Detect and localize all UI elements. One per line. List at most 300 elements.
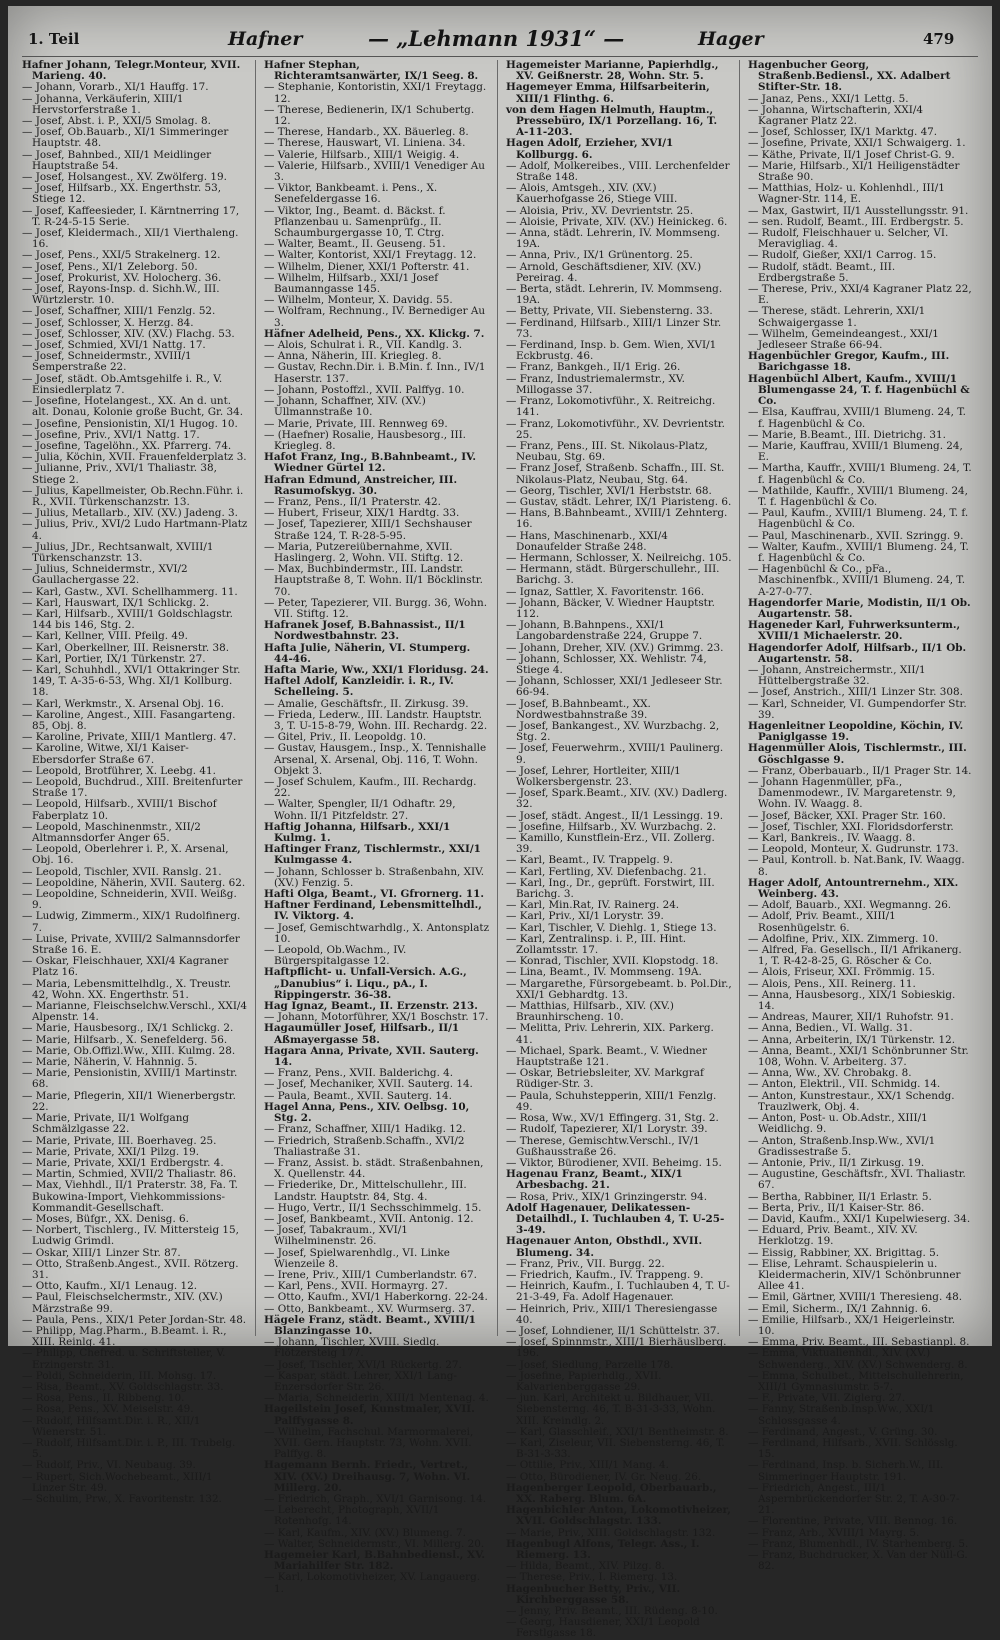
directory-entry: — Florentine, Private, VIII. Bennog. 16. [748,1515,958,1528]
directory-entry: — Kaspar, städt. Lehrer, XXI/1 Lang-Enzersdorfer Str. 26. [264,1369,457,1393]
section-label: 1. Teil [28,30,80,48]
directory-entry: — Josef, Feuerwehrm., XVIII/1 Paulinerg. 9. [506,742,724,766]
directory-entry: — Josef, Prokurist, XV. Holocherg. 36. [22,271,222,284]
directory-entry: — Anna, Näherin, III. Kriegleg. 8. [264,350,442,363]
directory-entry: — Karl, Fertling, XV. Diefenbachg. 21. [506,865,707,878]
directory-entry: — Hermann, Schlosser, X. Neilreichg. 105. [506,551,732,564]
directory-entry: — Emma, Viktualienhdl., XIV. (XV.) Schwenderg., XIV. (XV.) Schwenderg. 8. [748,1347,968,1371]
directory-entry: — Philipp, Mag.Pharm., B.Beamt. i. R., XIII. Reinlg. 41. [22,1324,227,1349]
directory-entry: — Leopoldine, Schneiderin, XVII. Weißg. 9. [22,888,237,912]
directory-entry: — Martin, Schmied, XVII/2 Thaliastr. 86. [22,1168,237,1181]
directory-entry: Hag Ignaz, Beamt., II. Erzenstr. 213. [264,1000,478,1013]
column-divider [739,60,740,1336]
directory-entry: — Josef, B.Bahnbeamt., XX. Nordwestbahnstraße 39. [506,697,651,721]
directory-entry: Hagara Anna, Private, XVII. Sauterg. 14. [264,1044,479,1069]
directory-entry: — Poldi, Schneiderin, III. Mohsg. 17. [22,1369,217,1382]
directory-entry: — Gustav, städt. Lehrer, IX/1 Piaristeng. 6. [506,495,732,508]
directory-entry: — Martha, Kauffr., XVIII/1 Blumeng. 24, T. f. Hagenbüchl & Co. [748,462,972,486]
directory-entry: Hafner Stephan, Richteramtsanwärter, IX/1 Seeg. 8. [264,59,479,83]
directory-entry: — Wilhelm, Fachschul. Marmormalerei, XVII. Gern. Hauptstr. 73, Wohn. XVII. Palffyg. 8. [264,1425,474,1461]
directory-entry: — Betty, Private, VII. Siebensterng. 33. [506,305,713,318]
directory-entry: — Alfred, Fa. Gesellsch., II/1 Afrikanerg. 1, T. R-42-8-25, G. Röscher & Co. [748,944,962,968]
directory-entry: — Walter, Schneidermstr., VI. Millerg. 20. [264,1537,485,1550]
directory-entry: — Rudolf, Fleischhauer u. Selcher, VI. Meravigliag. 4. [748,227,949,251]
directory-entry: — Franz, Pens., II/1 Praterstr. 42. [264,495,441,508]
directory-entry: — Risa, Beamt., XV. Goldschlagstr. 33. [22,1380,224,1393]
directory-entry: — Gustav, Rechn.Dir. i. B.Min. f. Inn., IV/1 Haserstr. 137. [264,361,486,385]
directory-entry: — Marie, Private, XXI/1 Pilzg. 19. [22,1145,200,1158]
directory-entry: — Anna, Hausbesorg., XIX/1 Sobieskig. 14. [748,988,956,1013]
directory-entry: — Franz, Arb., XVIII/1 Mayrg. 5. [748,1526,920,1539]
directory-entry: Hagemann Bernh. Friedr., Vertret., XIV. (XV.) Dreihausg. 7, Wohn. VI. Millerg. 20. [264,1459,471,1494]
directory-entry: — Leopold, Ob.Wachm., IV. Bürgerspitalgasse 12. [264,944,407,968]
directory-entry: Hager Adolf, Antountrernehm., XIX. Weinberg. 43. [748,876,959,901]
directory-entry: — Karl, Tischler, V. Diehlg. 1, Stiege 13. [506,921,717,934]
directory-entry: — Josefine, Tagelöhn., XX. Pfarrerg. 74. [22,439,232,452]
directory-entry: — Josef, Holsangest., XV. Zwölferg. 19. [22,171,227,184]
directory-entry: — Marie, Pensionistin, XVIII/1 Martinstr. 68. [22,1067,238,1091]
directory-entry: Hafti Olga, Beamt., VI. Gfrornerg. 11. [264,888,484,901]
directory-entry: — Therese, städt. Lehrerin, XXI/1 Schwaigergasse 1. [748,305,926,329]
directory-entry: — Franz, Priv., VII. Burgg. 22. [506,1257,665,1270]
directory-entry: — Marie, Hilfsarb., X. Senefelderg. 56. [22,1033,228,1046]
directory-entry: Hafot Franz, Ing., B.Bahnbeamt., IV. Wiedner Gürtel 12. [264,451,476,475]
directory-entry: Hagemeister Marianne, Papierhdlg., XV. Geißnerstr. 28, Wohn. Str. 5. [506,59,719,83]
directory-entry: Häfner Adelheid, Pens., XX. Klickg. 7. [264,327,485,340]
directory-entry: — Josefine, Hotelangest., XX. An d. unt. alt. Donau, Kolonie große Bucht, Gr. 34. [22,395,243,419]
directory-entry: — Johann, Schaffner, XIV. (XV.) Ullmannstraße 10. [264,395,426,419]
directory-entry: — Karoline, Angest., XIII. Fasangarteng. 85, Obj. 8. [22,708,236,732]
directory-entry: Hafran Edmund, Anstreicher, III. Rasumofskyg. 30. [264,473,458,497]
directory-entry: — Josef, Schneidermstr., XVIII/1 Semperstraße 22. [22,350,192,374]
directory-entry: — Hans, Maschinenarb., XXI/4 Donaufelder Straße 248. [506,529,668,553]
directory-entry: — Marianne, Fleischselchw.Verschl., XXI/4 Alpenstr. 14. [22,1000,248,1024]
directory-entry: — Frieda, Lederw., III. Landstr. Hauptstr. 3, T. U-15-8-79, Wohn. III. Rechardg. 22. [264,708,488,732]
directory-entry: — Johann, B.Bahnpens., XXI/1 Langobardenstraße 224, Gruppe 7. [506,619,703,643]
directory-entry: — Wilhelm, Gemeindeangest., XXI/1 Jedleseer Straße 66-94. [748,327,939,352]
directory-entry: — Therese, Handarb., XX. Bäuerleg. 8. [264,126,469,139]
directory-entry: — Karoline, Private, XIII/1 Mantlerg. 47. [22,731,237,744]
directory-entry: — Franz, Schaffner, XIII/1 Hadikg. 12. [264,1123,466,1136]
directory-entry: Haftel Adolf, Kanzleidir. i. R., IV. Schelleing. 5. [264,675,454,699]
directory-entry: — Julius, Schneidermstr., XVI/2 Gaullachergasse 22. [22,563,188,587]
directory-entry: — Josef, Pens., XI/1 Zeleborg. 50. [22,260,198,273]
directory-entry: — Eissig, Rabbiner, XX. Brigittag. 5. [748,1246,940,1259]
directory-entry: — Josef, Anstrich., XIII/1 Linzer Str. 308. [748,686,963,699]
directory-entry: — Adolfine, Priv., XIX. Zimmerg. 10. [748,932,939,945]
directory-entry: — Karl, Priv., XI/1 Lorystr. 39. [506,910,664,923]
directory-entry: Hagenbüchl Albert, Kaufm., XVIII/1 Blumengasse 24, T. f. Hagenbüchl & Co. [748,372,970,408]
directory-entry: — Johanna, Verkäuferin, XIII/1 Hervstorferstraße 1. [22,92,184,116]
first-entry-word: Hafner [228,28,303,50]
directory-entry: — Leopold, Oberlehrer i. P., X. Arsenal, Obj. 16. [22,843,229,867]
directory-entry: — Franz, Bankgeh., II/1 Erig. 26. [506,361,681,374]
directory-page [8,6,992,1640]
directory-entry: — Julius, Kapellmeister, Ob.Rechn.Führ. i. R., XVII. Türkenschanzstr. 13. [22,484,244,508]
directory-entry: — Marie, Pflegerin, XII/1 Wienerbergstr. 22. [22,1089,236,1113]
directory-entry: — Johann, Dreher, XIV. (XV.) Grimmg. 23. [506,641,724,654]
directory-entry: — Josefine, Pensionistin, XI/1 Hugog. 10. [22,417,238,430]
directory-entry: — Josef, Schlosser, XIV. (XV.) Flachg. 53. [22,327,235,340]
directory-entry: — Josef, städt. Ob.Amtsgehilfe i. R., V. Einsiedlerplatz 7. [22,372,223,396]
directory-entry: Hageneder Karl, Fuhrwerksunterm., XVIII/1 Michaelerstr. 20. [748,619,961,643]
directory-entry: — sen. Rudolf, Beamt., III. Erdbergstr. 5. [748,215,964,228]
directory-entry: — Josefine, Hilfsarb., XV. Wurzbachg. 2. [506,820,717,833]
directory-entry: Hafta Marie, Ww., XXI/1 Floridusg. 24. [264,663,489,676]
directory-entry: — Josef, Schlosser, IX/1 Marktg. 47. [748,126,938,139]
directory-entry: — Paula, Beamt., XVII. Sauterg. 14. [264,1089,452,1102]
directory-entry: — Maria, Schneiderin, XIII/1 Mentenag. 4. [264,1392,489,1405]
directory-entry: — Adolf, Priv. Beamt., XIII/1 Rosenhügelstr. 6. [748,910,896,934]
directory-entry: — Franz, Pens., XVII. Balderichg. 4. [264,1067,454,1080]
directory-entry: — Josef, Bankangest., XV. Wurzbachg. 2, Stg. 2. [506,719,720,744]
directory-entry: — Rudolf, Tapezierer, XI/1 Lorystr. 39. [506,1123,708,1136]
directory-entry: — Franz, Assist. b. städt. Straßenbahnen, X. Quellenstr. 44. [264,1156,484,1181]
directory-entry: — Karl, Kaufm., XIV. (XV.) Blumeng. 7. [264,1526,466,1539]
directory-entry: — Hilda, Beamt., XIV. Pilzg. 8. [506,1560,665,1573]
directory-entry: — Josefine, Papierhdlg., XVII. Kalvarienberggasse 29. [506,1369,662,1393]
directory-entry: — Walter, Beamt., II. Geuseng. 51. [264,238,446,251]
column-divider [497,60,498,1336]
directory-entry: — Hugo, Vertr., II/1 Sechsschimmelg. 15. [264,1201,482,1214]
directory-entry: — Marie, Hilfsarb., XI/1 Heiligenstädter Straße 90. [748,159,960,184]
directory-entry: — Rudolf, Priv., VI. Neubaug. 39. [22,1459,196,1472]
directory-entry: — Josef, Hilfsarb., XX. Engerthstr. 53, Stiege 12. [22,182,222,206]
directory-column-4 [748,59,974,1573]
directory-entry: — Matthias, Hilfsarb., XIV. (XV.) Braunhirscheng. 10. [506,1000,674,1024]
directory-entry: — Alois, Schulrat i. R., VII. Kandlg. 3. [264,339,463,352]
directory-entry: — Marie, Ob.Offizl.Ww., XIII. Kulmg. 28. [22,1044,236,1057]
directory-entry: — Josefine, Priv., XVI/1 Nattg. 17. [22,428,200,441]
directory-entry: — Karl, Pens., XVII. Hormayrg. 27. [264,1280,448,1293]
directory-entry: — Josef, Spinnmstr., XIII/1 Bierhäuslberg. 196. [506,1336,727,1360]
directory-entry: — Josefine, Private, XXI/1 Schwaigerg. 1. [748,137,966,150]
directory-entry: — Andreas, Maurer, XII/1 Ruhofstr. 91. [748,1011,954,1024]
directory-entry: Hagenau Franz, Beamt., XIX/1 Arbesbachg. 21. [506,1168,683,1192]
directory-entry: — Elise, Lehramt. Schauspielerin u. Kleidermacherin, XIV/1 Schönbrunner Allee 41. [748,1257,961,1293]
directory-entry: — Karl, Min.Rat, IV. Rainerg. 24. [506,899,680,912]
directory-entry: Adolf Hagenauer, Delikatessen-Detailhdl., I. Tuchlauben 4, T. U-25-3-49. [506,1201,725,1237]
directory-entry: — Augustine, Geschäftsfr., XVI. Thaliastr. 67. [748,1168,966,1192]
directory-entry: — Viktor, Bürodiener, XVII. Beheimg. 15. [506,1156,722,1169]
directory-entry: — Amalie, Geschäftsfr., II. Zirkusg. 39. [264,697,469,710]
directory-entry: Hagenbüchler Gregor, Kaufm., III. Barichgasse 18. [748,350,950,374]
directory-entry: — Oskar, Betriebsleiter, XV. Markgraf Rüdiger-Str. 3. [506,1067,704,1091]
directory-entry: — Rosa, Priv., XIX/1 Grinzingerstr. 94. [506,1190,708,1203]
directory-entry: Hagel Anna, Pens., XIV. Oelbsg. 10, Stg. 2. [264,1100,470,1125]
directory-entry: — Therese, Priv., I. Riemerg. 13. [506,1571,678,1584]
directory-entry: — Schulim, Prw., X. Favoritenstr. 132. [22,1493,222,1505]
directory-entry: — Karl, Schuhhdl., XVI/1 Ottakringer Str. 149, T. A-35-6-53, Whg. XI/1 Kollburg. 18. [22,663,241,699]
directory-entry: — Viktor, Bankbeamt. i. Pens., X. Senefeldergasse 16. [264,182,438,206]
directory-entry: — Norbert, Tischlerg., IV. Mittersteig 15, Ludwig Grimdl. [22,1224,239,1248]
directory-entry: — Emil, Gärtner, XVIII/1 Theresieng. 48. [748,1291,963,1304]
directory-entry: — Leopold, Maschinenmstr., XII/2 Altmannsdorfer Anger 65. [22,820,201,845]
directory-entry: — Julius, Priv., XVI/2 Ludo Hartmann-Platz 4. [22,518,248,542]
directory-entry: — Josef, Gemischtwarhdlg., X. Antonsplatz 10. [264,921,490,945]
directory-entry: — Georg, Tischler, XVI/1 Herbststr. 68. [506,484,712,497]
directory-entry: — David, Kaufm., XXI/1 Kupelwieserg. 34. [748,1212,971,1225]
directory-entry: — Bertha, Rabbiner, II/1 Erlastr. 5. [748,1190,932,1203]
directory-entry: — Otto, Straßenb.Angest., XVII. Rötzerg. 31. [22,1257,239,1281]
directory-entry: — Rudolf, Hilfsamt.Dir. i. P., III. Trubelg. 5. [22,1436,236,1461]
directory-entry: Haftinger Franz, Tischlermstr., XXI/1 Kulmgasse 4. [264,843,481,867]
directory-entry: — Philipp, Chefred. u. Schriftsteller, V. Erzingerstr. 31. [22,1347,226,1371]
directory-entry: — Franz, Oberbauarb., II/1 Prager Str. 14. [748,764,972,777]
directory-entry: Hagenauer Anton, Obsthdl., XVII. Blumeng. 34. [506,1235,703,1259]
directory-columns [22,59,978,1640]
directory-entry: von dem Hagen Helmuth, Hauptm., Pressebüro, IX/1 Porzellang. 16, T. A-11-203. [506,103,718,139]
directory-entry: — Walter, Kaufm., XVIII/1 Blumeng. 24, T. f. Hagenbüchl & Co. [748,540,969,564]
directory-entry: — Josef, Lohndiener, II/1 Schüttelstr. 37. [506,1324,720,1337]
directory-entry: — Friedrich, Straßenb.Schaffn., XVI/2 Thaliastraße 31. [264,1134,465,1158]
directory-entry: — Josef, Schlosser, X. Herzg. 84. [22,316,194,329]
directory-entry: — Konrad, Tischler, XVII. Klopstodg. 18. [506,955,719,968]
directory-entry: — Marie, Kauffrau, XVIII/1 Blumeng. 24, E. [748,439,963,464]
directory-entry: — Therese, Gemischtw.Verschl., IV/1 Gußhausstraße 26. [506,1134,700,1158]
directory-entry: — Elsa, Kauffrau, XVIII/1 Blumeng. 24, T. f. Hagenbüchl & Co. [748,406,966,430]
directory-entry: — Karl, Hilfsarb., XVIII/1 Goldschlagstr. 144 bis 146, Stg. 2. [22,607,233,632]
directory-entry: — Paul, Maschinenarb., XVII. Szringg. 9. [748,529,964,542]
directory-entry: — Marie, Näherin, V. Hahnnig. 5. [22,1056,198,1069]
directory-entry: — Karl, Beamt., IV. Trappelg. 9. [506,854,673,867]
directory-entry: Hagemeier Karl, B.Bahnbediensl., XV. Mariahilfer Str. 182. [264,1549,485,1573]
directory-entry: Haftig Johanna, Hilfsarb., XXI/1 Kulmg. 1. [264,820,451,845]
directory-entry: — Otto, Kaufm., XVI/1 Haberkorng. 22-24. [264,1291,488,1304]
directory-entry: — Josef Schulem, Kaufm., III. Rechardg. 22. [264,776,477,800]
directory-entry: — Wilhelm, Hilfsarb., XXI/1 Josef Baumanngasse 145. [264,271,439,296]
directory-entry: — Josef, Schmied, XVI/1 Nattg. 17. [22,339,206,352]
directory-entry: — Johann, Anstreichermstr., XII/1 Hüttelbergstraße 32. [748,663,926,688]
directory-entry: Hagemeyer Emma, Hilfsarbeiterin, XIII/1 Flinthg. 6. [506,81,710,105]
directory-entry: — Berta, Priv., II/1 Kaiser-Str. 86. [748,1201,925,1214]
directory-entry: — Josef, Spielwarenhdlg., VI. Linke Wienzeile 8. [264,1246,450,1270]
directory-entry: Haftner Ferdinand, Lebensmittelhdl., IV. Viktorg. 4. [264,899,482,923]
directory-entry: Hagaumüller Josef, Hilfsarb., II/1 Aßmayergasse 58. [264,1022,460,1046]
page-number: 479 [923,30,955,48]
directory-entry: — Kamillo, Kunstflein-Erz., VII. Zollerg. 39. [506,832,715,856]
directory-entry: Hafta Julie, Näherin, VI. Stumperg. 44-46. [264,641,471,665]
directory-entry: — Gitel, Priv., II. Leopoldg. 10. [264,731,427,744]
directory-entry: — Otto, Kaufm., XI/1 Lenaug. 12. [22,1280,198,1293]
directory-entry: — Hermann, städt. Bürgerschullehr., III. Barichg. 3. [506,563,720,587]
directory-entry: — Karl, Kellner, VIII. Pfeilg. 49. [22,630,188,643]
directory-entry: — Leopold, Tischler, XVII. Ranslg. 21. [22,865,222,878]
directory-entry: — jun. Karl, Architekt u. Bildhauer, VII. Siebensterng. 46, T. B-31-3-33, Wohn. XIII. Kreindlg. 2. [506,1392,716,1427]
directory-entry: — Johann, Postoffzl., XVII. Palffyg. 10. [264,383,465,396]
directory-entry: — Aloisia, Priv., XV. Devrientstr. 25. [506,204,694,217]
directory-entry: — Anton, Straßenb.Insp.Ww., XVI/1 Gradissestraße 5. [748,1134,936,1158]
directory-entry: — Alois, Pens., XII. Reinerg. 11. [748,977,916,990]
directory-entry: — Adolf, Bauarb., XXI. Wegmanng. 26. [748,899,952,912]
directory-entry: — Karl, Glasschleif., XXI/1 Bentheimstr. 8. [506,1425,729,1438]
directory-entry: Hafner Johann, Telegr.Monteur, XVII. Marieng. 40. [22,59,241,83]
directory-entry: — Anna, Bedien., VI. Wallg. 31. [748,1022,913,1035]
directory-entry: — Otto, Bankbeamt., XV. Wurmserg. 37. [264,1302,475,1315]
directory-entry: — Luise, Private, XVIII/2 Salmannsdorfer Straße 16. E. [22,932,240,957]
directory-entry: — Johann, Schlosser, XXI/1 Jedleseer Str. 66-94. [506,675,723,699]
directory-entry: — Josef, Mechaniker, XVII. Sauterg. 14. [264,1078,473,1091]
directory-entry: — Julia, Köchin, XVII. Frauenfelderplatz 3. [22,451,247,464]
directory-entry: — Karl, Zentralinsp. i. P., III. Hint. Zollamtsstr. 17. [506,932,687,957]
directory-entry: — Anna, Priv., IX/1 Grünentorg. 25. [506,249,693,262]
directory-entry: — Rudolf, städt. Beamt., III. Erdbergstraße 5. [748,260,896,284]
directory-entry: — Max, Buchbindermstr., III. Landstr. Hauptstraße 8, T. Wohn. II/1 Böcklinstr. 70. [264,563,483,598]
directory-entry: — Wolfram, Rechnung., IV. Bernediger Au 3. [264,305,486,329]
directory-entry: — Paula, Pens., XIX/1 Peter Jordan-Str. 48. [22,1313,247,1326]
directory-entry: — F., Private, VII. Ziglerg. 27. [748,1392,906,1405]
directory-entry: — Karl, Hauswart, IX/1 Schlickg. 2. [22,596,210,609]
directory-entry: — Melitta, Priv. Lehrerin, XIX. Parkerg. 41. [506,1022,714,1046]
directory-entry: — Ferdinand, Hilfsarb., XIII/1 Linzer Str. 73. [506,316,722,340]
directory-entry: — Johanna, Wirtschafterin, XXI/4 Kagraner Platz 22. [748,103,923,128]
directory-entry: Hagen Adolf, Erzieher, XVI/1 Kollburgg. 6. [506,137,674,161]
directory-entry: — Karl, Ziseleur, VII. Siebensterng. 46, T. B-31-3-33. [506,1436,725,1461]
directory-entry: — Josef, städt. Angest., II/1 Lessingg. 19. [506,809,724,822]
directory-entry: — Josef, Tischler, XVI/1 Rückertg. 27. [264,1358,462,1371]
directory-entry: — Oskar, Fleischhauer, XXI/4 Kagraner Platz 16. [22,955,229,979]
directory-entry: — Franz Josef, Straßenb. Schaffn., III. St. Nikolaus-Platz, Neubau, Stg. 64. [506,462,725,486]
directory-entry: — Johann, Schlosser, XX. Wehlistr. 74, Stiege 4. [506,652,707,676]
directory-entry: — Josef, Lehrer, Hortleiter, XIII/1 Wolkersbergenstr. 23. [506,764,681,788]
directory-entry: — (Haefner) Rosalie, Hausbesorg., III. Kriegleg. 8. [264,428,466,452]
directory-entry: — Antonie, Priv., II/1 Zirkusg. 19. [748,1156,925,1169]
header-rule [22,56,978,57]
directory-entry: — Rupert, Sich.Wochebeamt., XIII/1 Linzer Str. 49. [22,1470,213,1494]
directory-entry: — Matthias, Holz- u. Kohlenhdl., III/1 Wagner-Str. 114, E. [748,182,945,206]
directory-entry: — Adolf, Molkereibes., VIII. Lerchenfelder Straße 148. [506,159,730,184]
directory-entry: — Ferdinand, Insp. b. Sicherh.W., III. Simmeringer Hauptstr. 191. [748,1459,944,1483]
directory-entry: Haftpflicht- u. Unfall-Versich. A.G., „Danubius“ i. Liqu., pA., I. Rippingerstr. 36-38. [264,966,467,1001]
directory-entry: — Leopoldine, Näherin, XVII. Sauterg. 62. [22,876,246,889]
directory-entry: — Paul, Fleischselchermstr., XIV. (XV.) Märzstraße 99. [22,1291,223,1315]
directory-entry: Hagenmüller Alois, Tischlermstr., III. Göschlgasse 9. [748,742,967,766]
directory-entry: — Karl, Schneider, VI. Gumpendorfer Str. 39. [748,697,967,721]
directory-entry: — Michael, Spark. Beamt., V. Wiedner Hauptstraße 121. [506,1044,707,1069]
directory-entry: — Rosa, Pens., II. Ribbeng. 10. [22,1392,185,1405]
directory-entry: — Wilhelm, Diener, XXI/1 Pofterstr. 41. [264,260,470,273]
directory-entry: — Ignaz, Sattler, X. Favoritenstr. 166. [506,585,705,598]
directory-entry: — Oskar, XIII/1 Linzer Str. 87. [22,1246,181,1259]
last-entry-word: Hager [698,28,764,50]
directory-entry: — Karl, Ing., Dr., geprüft. Forstwirt, III. Barichg. 3. [506,876,715,901]
directory-entry: — Karl, Bankreis., IV. Waagg. 8. [748,832,916,845]
directory-entry: — Johann, Schlosser b. Straßenbahn, XIV. (XV.) Fenzig. 5. [264,865,485,889]
directory-entry: — Julianne, Priv., XVI/1 Thaliastr. 38, Stiege 2. [22,462,217,486]
directory-entry: — Emil, Sicherm., IX/1 Zahnnig. 6. [748,1302,932,1315]
directory-entry: — Viktor, Ing., Beamt. d. Bäckst. f. Pflanzenbau u. Samenprüfg., II. Schaumburgergasse 10, T. Ctrg. [264,204,446,240]
directory-entry: — Marie, Private, III. Boerhaveg. 25. [22,1134,217,1147]
directory-entry: — Josef, Ob.Bauarb., XI/1 Simmeringer Hauptstr. 48. [22,126,229,150]
directory-entry: — Margarethe, Fürsorgebeamt. b. Pol.Dir., XXI/1 Gebhardtg. 13. [506,977,732,1001]
directory-entry: — Josef, Tabakraum., XVI/1 Wilhelminenstr. 26. [264,1224,408,1248]
directory-entry: — Eduard, Priv. Beamt., XIV. XV. Herklotzg. 19. [748,1224,918,1248]
directory-entry: Hagenbugl Alfons, Telegr. Ass., I. Riemerg. 13. [506,1537,700,1562]
directory-entry: — Anna, Arbeiterin, IX/1 Türkenstr. 12. [748,1033,955,1046]
directory-entry: — Karoline, Witwe, XI/1 Kaiser-Ebersdorfer Straße 67. [22,742,189,766]
directory-entry: — Hagenbüchl & Co., pFa., Maschinenfbk., XVIII/1 Blumeng. 24, T. A-27-0-77. [748,563,965,598]
directory-entry: — Heinrich, Priv., XIII/1 Theresiengasse 40. [506,1302,718,1326]
directory-entry: — Janaz, Pens., XXI/1 Lettg. 5. [748,92,909,105]
directory-entry: — Franz, Lokomotivführ., XV. Devrientstr. 25. [506,417,725,441]
directory-entry: — Anton, Post- u. Ob.Adstr., XIII/1 Weidlichg. 9. [748,1112,928,1136]
directory-entry: — Marie, Private, II/1 Wolfgang Schmälzlgasse 22. [22,1112,190,1136]
directory-entry: — Walter, Kontorist, XXI/1 Freytagg. 12. [264,249,477,262]
directory-entry: — Max, Gastwirt, II/1 Ausstellungsstr. 91. [748,204,969,217]
directory-entry: — Josef, Schaffner, XIII/1 Fenzlg. 52. [22,305,216,318]
page-header [8,22,992,56]
directory-entry: — Ferdinand, Insp. b. Gem. Wien, XVI/1 Eckbrustg. 46. [506,339,717,363]
directory-entry: — Georg, Hausdiener, XXI/1 Leopold Ferstlgasse 18. [506,1616,700,1640]
directory-entry: — Ottilie, Priv., XIII/1 Mang. 4. [506,1459,669,1472]
directory-entry: — Karl, Portier, IX/1 Türkenstr. 27. [22,652,206,665]
directory-entry: — Franz, Pens., III. St. Nikolaus-Platz, Neubau, Stg. 69. [506,439,708,464]
directory-entry: — Peter, Tapezierer, VII. Burgg. 36, Wohn. VII. Stiftg. 12. [264,596,487,620]
directory-entry: — Maria, Putzereiübernahme, XVII. Haslingerg. 2, Wohn. VII. Stiftg. 12. [264,540,464,564]
directory-entry: — Josef, Abst. i. P., XXI/5 Smolag. 8. [22,115,211,128]
directory-entry: — Ferdinand, Hilfsarb., XVII. Schlösslg. 15. [748,1436,958,1461]
directory-entry: — Franz, Blumenhdl., IV. Starhemberg. 5. [748,1537,969,1550]
directory-entry: Hagendorfer Marie, Modistin, II/1 Ob. Augartenstr. 58. [748,596,971,620]
directory-entry: — Josef, Siedlung, Parzelle 178. [506,1358,674,1371]
directory-entry: — Johann Hagenmüller, pFa., Damenmodewr., IV. Margaretenstr. 9, Wohn. IV. Waagg. 8. [748,776,956,811]
directory-entry: — Ferdinand, Angest., V. Grüng. 30. [748,1425,938,1438]
directory-entry: — Heinrich, Kaufm., I. Tuchlauben 4, T. U-21-3-49, Fa. Adolf Hagenauer. [506,1280,730,1304]
directory-entry: — Irene, Priv., XIII/1 Cumberlandstr. 67. [264,1268,477,1281]
directory-entry: — Therese, Bedienerin, IX/1 Schubertg. 12. [264,103,475,128]
directory-entry: — Josef, Kaffeesieder, I. Kärntnerring 17, T. R-24-5-15 Serie. [22,204,240,228]
directory-entry: — Wilhelm, Monteur, X. Davidg. 55. [264,294,453,307]
directory-entry: — Johann, Bäcker, V. Wiedner Hauptstr. 112. [506,596,715,620]
directory-entry: — Rosa, Ww., XV/1 Effingerg. 31, Stg. 2. [506,1112,719,1125]
directory-entry: — Josef, Tapezierer, XIII/1 Sechshauser Straße 124, T. R-28-5-95. [264,518,472,542]
directory-entry: — Franz, Industriemalermstr., XV. Millogasse 37. [506,372,685,396]
directory-entry: Hagenberger Leopold, Oberbauarb., XX. Raberg. Blum. 6A. [506,1481,717,1505]
directory-entry: — Lina, Beamt., IV. Mommseng. 19A. [506,966,702,979]
directory-entry: — Johann, Vorarb., XI/1 Hauffg. 17. [22,81,209,94]
directory-entry: — Berta, städt. Lehrerin, IV. Mommseng. 19A. [506,283,723,307]
directory-entry: — Valerie, Hilfsarb., XIII/1 Weigig. 4. [264,148,460,161]
directory-entry: — Anna, Ww., XV. Chrobakg. 8. [748,1067,912,1080]
directory-entry: — Paul, Kontroll. b. Nat.Bank, IV. Waagg. 8. [748,854,965,878]
directory-entry: — Josef, Pens., XXI/5 Strakelnerg. 12. [22,249,221,262]
directory-entry: Hagendorfer Adolf, Hilfsarb., II/1 Ob. Augartenstr. 58. [748,641,967,665]
directory-entry: — Anton, Kunstrestaur., XX/1 Schendg. Trauzlwerk, Obj. 4. [748,1089,955,1113]
directory-entry: — Josef, Bahnbed., XII/1 Meidlinger Hauptstraße 54. [22,148,212,172]
directory-entry: — Alois, Amtsgeh., XIV. (XV.) Kauerhofgasse 26, Stiege VIII. [506,182,678,206]
directory-entry: — Marie, B.Beamt., III. Dietrichg. 31. [748,428,946,441]
column-divider [255,60,256,1336]
directory-entry: — Marie, Private, XXI/1 Erdbergstr. 4. [22,1156,224,1169]
publication-title: — „Lehmann 1931“ — [368,26,625,51]
directory-entry: — Paula, Schuhstepperin, XIII/1 Fenzlg. 49. [506,1089,717,1113]
directory-entry: — Karl, Gastw., XVI. Schellhammerg. 11. [22,585,238,598]
directory-entry: — Hubert, Friseur, XIX/1 Hardtg. 33. [264,507,460,520]
directory-entry: — Emma, Schulbet., Mittelschullehrerin, XIII/1 Gymnasiumstr. 5-7. [748,1369,964,1393]
directory-entry: — Franz, Buchdrucker, X. Van der Nüll-G. 82. [748,1549,968,1573]
directory-entry: — Josef, Bankbeamt., XVII. Antonig. 12. [264,1212,474,1225]
directory-entry: — Stephanie, Kontoristin, XXI/1 Freytagg. 12. [264,81,487,105]
directory-entry: — Therese, Priv., XXI/4 Kagraner Platz 22, E. [748,283,972,307]
directory-entry: — Walter, Spengler, II/1 Odhaftr. 29, Wohn. II/1 Pitzfeldstr. 27. [264,798,456,822]
directory-entry: Hägele Franz, städt. Beamt., XVIII/1 Blanzingasse 10. [264,1313,476,1337]
directory-entry: — Jenny, Priv. Beamt., III. Rüdeng. 8-10. [506,1605,718,1618]
directory-entry: — Otto, Bürodiener, IV. Gr. Neug. 26. [506,1470,702,1483]
directory-entry: — Marie, Priv., XIII. Goldschlagstr. 132. [506,1526,716,1539]
directory-entry: — Rosa, Pens., XV. Meiselstr. 49. [22,1403,194,1416]
directory-column-1 [22,59,248,1505]
directory-entry: — Karl, Lokomotivheizer, XV. Langauerg. 1. [264,1571,481,1595]
